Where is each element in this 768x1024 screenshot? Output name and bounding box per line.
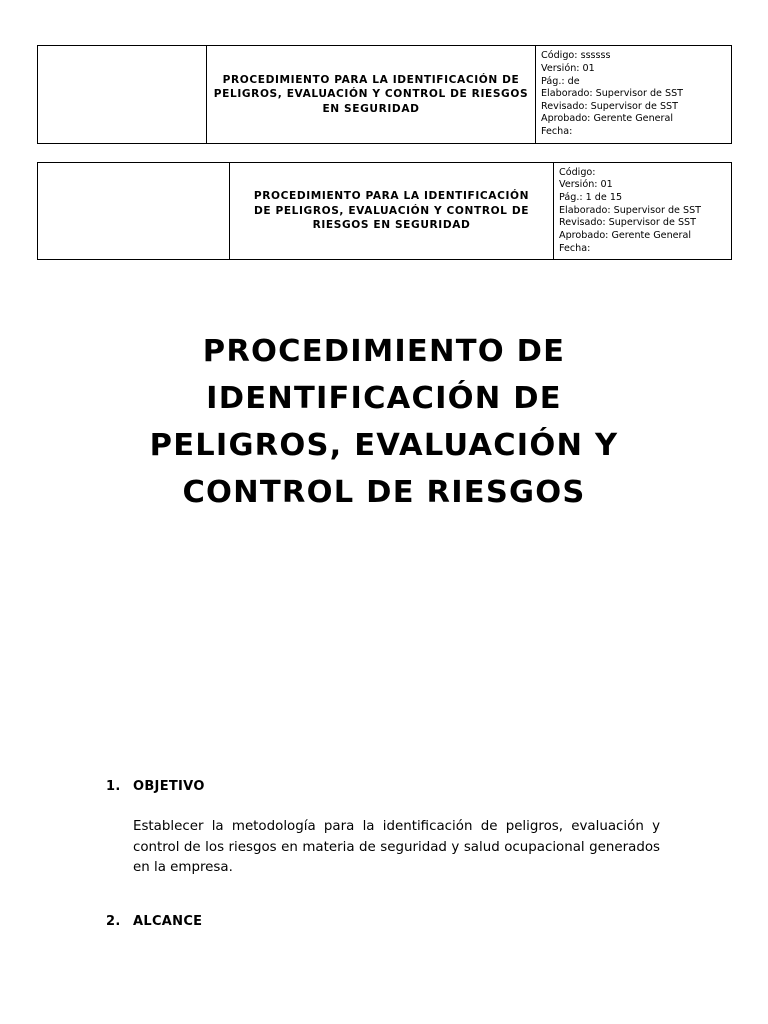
document-title-line: IDENTIFICACIÓN DE	[206, 381, 562, 416]
header-fecha: Fecha:	[559, 242, 591, 254]
header-codigo: Código: ssssss	[541, 50, 611, 62]
header-pagina: Pág.: 1 de 15	[559, 192, 623, 204]
document-header-table-1	[37, 45, 732, 144]
header-info-block	[554, 163, 732, 260]
section-number: 2.	[106, 914, 121, 929]
section-heading-objetivo	[106, 779, 205, 794]
section-body-objetivo: Establecer la metodología para la identificación de peligros, evaluación y control de los riesgos en materia de seguridad y salud ocupacional generados en la empresa.	[133, 819, 660, 875]
header-pagina: Pág.: de	[541, 75, 580, 87]
section-heading-text: OBJETIVO	[133, 779, 205, 794]
header-elaborado: Elaborado: Supervisor de SST	[559, 204, 702, 216]
header-version: Versión: 01	[559, 179, 613, 191]
section-number: 1.	[106, 779, 121, 794]
logo-placeholder-cell	[38, 163, 230, 260]
header-title: PROCEDIMIENTO PARA LA IDENTIFICACIÓN DE PELIGROS, EVALUACIÓN Y CONTROL DE RIESGOS EN SEGURIDAD	[230, 163, 554, 260]
document-header-table-2	[37, 162, 732, 260]
header-aprobado: Aprobado: Gerente General	[541, 113, 674, 125]
header-elaborado: Elaborado: Supervisor de SST	[541, 88, 684, 100]
section-heading-text: ALCANCE	[133, 914, 203, 929]
document-title-line: CONTROL DE RIESGOS	[182, 475, 586, 510]
header-aprobado: Aprobado: Gerente General	[559, 229, 692, 241]
document-title	[84, 328, 684, 516]
header-version: Versión: 01	[541, 62, 595, 74]
document-title-line: PROCEDIMIENTO DE	[202, 334, 566, 369]
header-info-block	[536, 46, 732, 144]
header-revisado: Revisado: Supervisor de SST	[541, 100, 678, 112]
header-fecha: Fecha:	[541, 126, 573, 138]
header-codigo: Código:	[559, 166, 596, 178]
document-title-line: PELIGROS, EVALUACIÓN Y	[149, 428, 619, 463]
header-revisado: Revisado: Supervisor de SST	[559, 217, 696, 229]
header-title: PROCEDIMIENTO PARA LA IDENTIFICACIÓN DE PELIGROS, EVALUACIÓN Y CONTROL DE RIESGOS EN SEGURIDAD	[207, 46, 536, 144]
logo-placeholder-cell	[38, 46, 207, 144]
section-heading-alcance	[106, 914, 202, 929]
